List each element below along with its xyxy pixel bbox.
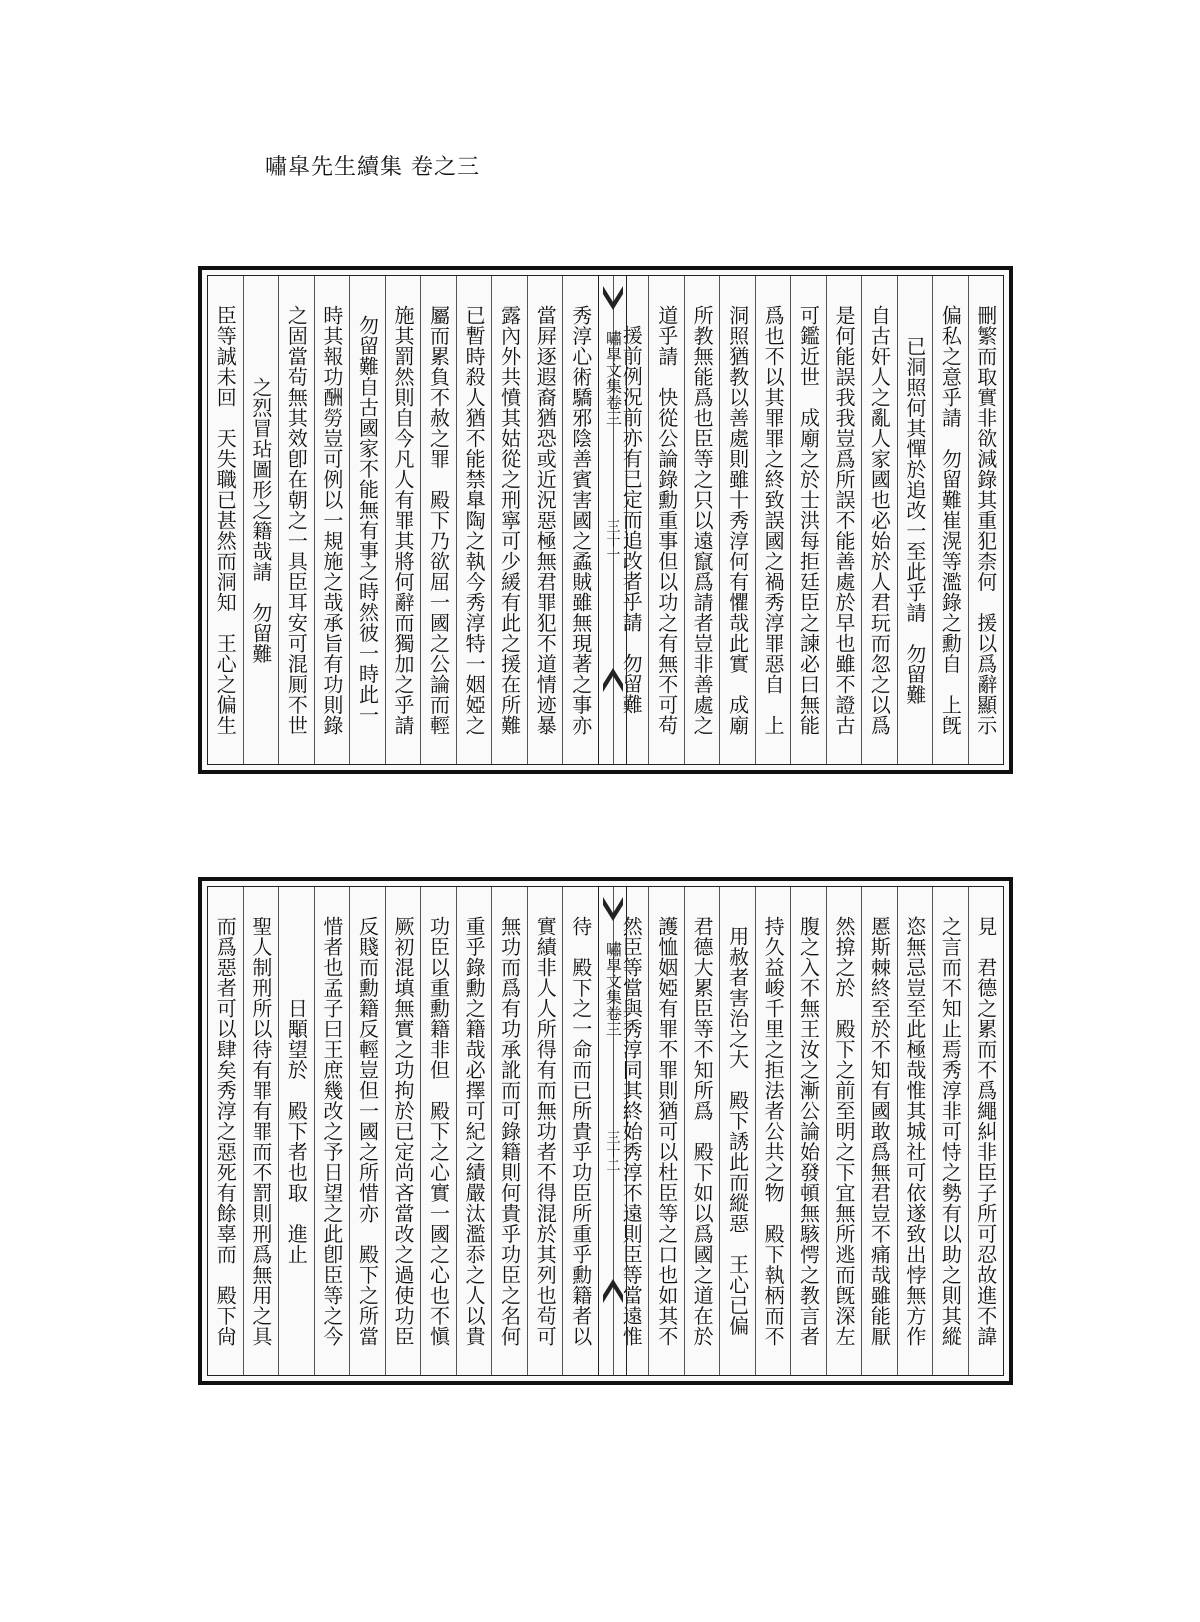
page-number: 三十一	[604, 519, 621, 561]
folio-top-right-page	[613, 276, 1003, 764]
text-column: 可鑑近世 成廟之於士洪每拒廷臣之諫必曰無能	[790, 276, 825, 764]
text-column: 刪繁而取實非欲減錄其重犯柰何 援以爲辭顯示	[968, 276, 1003, 764]
folio-bottom-right-page	[613, 887, 1003, 1375]
folio-bottom	[198, 877, 1013, 1385]
text-column: 臣等誠未回 天失職已甚然而洞知 王心之偏生	[213, 304, 238, 736]
text-column: 惜者也孟子曰王庶幾改之予日望之此卽臣等之今	[314, 887, 350, 1375]
text-column: 偏私之意乎請 勿留難崔滉等濫錄之勳自 上旣	[932, 276, 967, 764]
text-column: 是何能誤我我豈爲所誤不能善處於早也雖不證古	[826, 276, 861, 764]
text-column: 無功而爲有功承訛而可錄籍則何貴乎功臣之名何	[491, 887, 527, 1375]
folio-top-left-page	[208, 276, 598, 764]
text-column: 然揜之於 殿下之前至明之下宜無所逃而旣深左	[826, 887, 861, 1375]
text-column: 已暫時殺人猶不能禁臯陶之執今秀淳特一姻婭之	[456, 276, 492, 764]
center-title: 嘯皐文集卷三	[603, 330, 623, 426]
page-header-title: 嘯皐先生續集 卷之三	[265, 155, 480, 180]
center-title: 嘯皐文集卷三	[603, 941, 623, 1037]
text-column: 所教無能爲也臣等之只以遠竄爲請者豈非善處之	[684, 276, 719, 764]
folio-bottom-frame	[207, 886, 1004, 1376]
text-column: 然臣等當與秀淳同其終始秀淳不遠則臣等當遠惟	[613, 887, 648, 1375]
text-column: 見 君德之累而不爲繩糾非臣子所可忍故進不諱	[968, 887, 1003, 1375]
text-column: 之固當茍無其效卽在朝之一具臣耳安可混厠不世	[278, 276, 314, 764]
text-column: 恣無忌豈至此極哉惟其城社可依遂致出悖無方作	[897, 887, 932, 1375]
text-column: 實績非人人所得有而無功者不得混於其列也茍可	[527, 887, 563, 1375]
fish-tail-ornament-icon	[602, 1265, 624, 1305]
text-column: 爲也不以其罪罪之終致誤國之禍秀淳罪惡自 上	[755, 276, 790, 764]
text-column: 援前例況前亦有已定而追改者乎請 勿留難	[613, 276, 648, 764]
text-column: 腹之入不無王汝之漸公論始發頓無駭愕之教言者	[790, 887, 825, 1375]
text-column: 反賤而勳籍反輕豈但一國之所惜亦 殿下之所當	[349, 887, 385, 1375]
text-column: 當屛逐遐裔猶恐或近況惡極無君罪犯不道情迹暴	[527, 276, 563, 764]
text-column: 自古奸人之亂人家國也必始於人君玩而忽之以爲	[861, 276, 896, 764]
text-column: 聖人制刑所以待有罪有罪而不罰則刑爲無用之具	[243, 887, 279, 1375]
folio-top	[198, 266, 1013, 774]
page-number: 三十二	[604, 1130, 621, 1172]
text-column: 已洞照何其憚於追改一至此乎請 勿留難	[897, 276, 932, 764]
text-column: 護恤姻婭有罪不罪則猶可以杜臣等之口也如其不	[648, 887, 683, 1375]
text-column: 之言而不知止焉秀淳非可恃之勢有以助之則其縱	[932, 887, 967, 1375]
folio-bottom-left-page	[208, 887, 598, 1375]
fish-tail-ornament-icon	[602, 654, 624, 694]
text-column: 之烈冒玷圖形之籍哉請 勿留難	[243, 276, 279, 764]
text-column: 洞照猶教以善處則雖十秀淳何有懼哉此實 成廟	[719, 276, 754, 764]
folio-top-frame	[207, 275, 1004, 765]
text-column: 用赦者害治之大 殿下誘此而縱惡 王心已偏	[719, 887, 754, 1375]
text-column: 而爲惡者可以肆矣秀淳之惡死有餘辜而 殿下尙	[213, 915, 238, 1347]
text-column: 持久益峻千里之拒法者公共之物 殿下執柄而不	[755, 887, 790, 1375]
text-column: 待 殿下之一命而已所貴乎功臣所重乎勳籍者以	[562, 887, 598, 1375]
text-column: 屬而累負不赦之罪 殿下乃欲屈一國之公論而輕	[420, 276, 456, 764]
text-column: 重乎錄勳之籍哉必擇可紀之績嚴汰濫忝之人以貴	[456, 887, 492, 1375]
text-column: 秀淳心術驕邪陰善賓害國之蟊賊雖無現著之事亦	[562, 276, 598, 764]
text-column: 慝斯棘終至於不知有國敢爲無君豈不痛哉雖能厭	[861, 887, 896, 1375]
text-column: 功臣以重勳籍非但 殿下之心實一國之心也不愼	[420, 887, 456, 1375]
text-column: 君德大累臣等不知所爲 殿下如以爲國之道在於	[684, 887, 719, 1375]
text-column: 露內外共憤其姑從之刑寧可少緩有此之援在所難	[491, 276, 527, 764]
text-column: 日顒望於 殿下者也取 進止	[278, 887, 314, 1375]
text-column: 時其報功酬勞豈可例以一規施之哉承旨有功則錄	[314, 276, 350, 764]
text-column: 勿留難自古國家不能無有事之時然彼一時此一	[349, 276, 385, 764]
folio-top-center-gutter	[598, 276, 627, 764]
fish-tail-ornament-icon	[602, 895, 624, 935]
folio-bottom-center-gutter	[598, 887, 627, 1375]
text-column: 施其罰然則自今凡人有罪其將何辭而獨加之乎請	[385, 276, 421, 764]
text-column: 道乎請 快從公論錄勳重事但以功之有無不可苟	[648, 276, 683, 764]
fish-tail-ornament-icon	[602, 284, 624, 324]
text-column: 厥初混填無實之功拘於已定尚吝當改之過使功臣	[385, 887, 421, 1375]
